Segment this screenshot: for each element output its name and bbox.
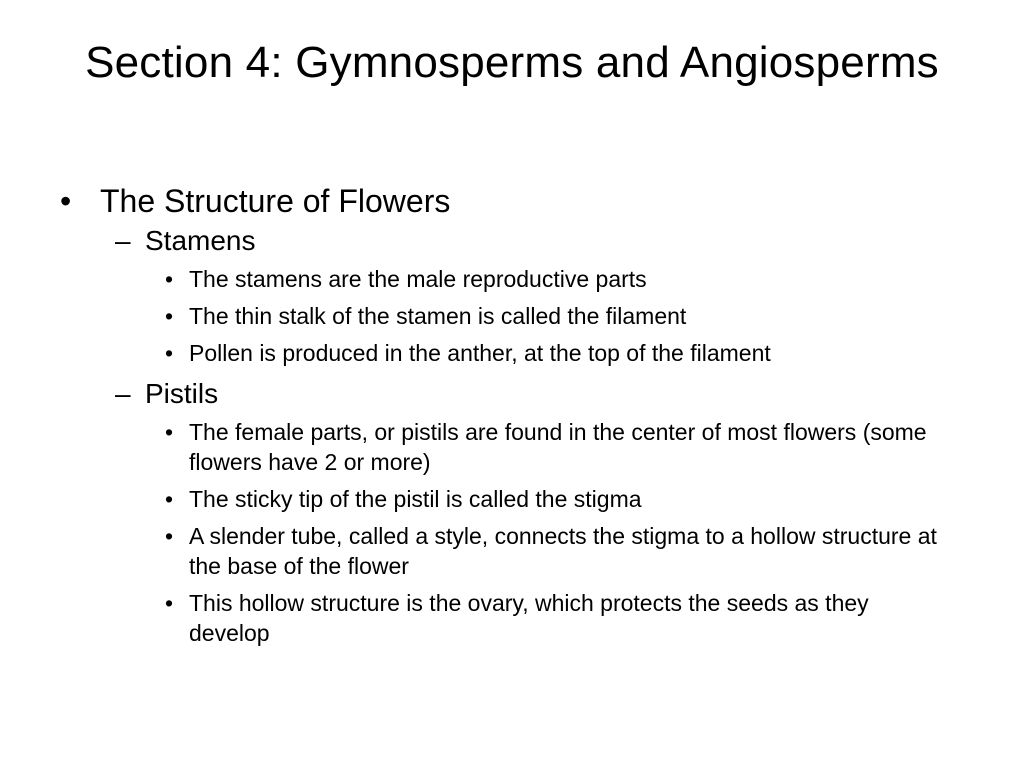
bullet-icon: • [165,523,174,549]
list-item [163,417,960,477]
list-item-text: This hollow structure is the ovary, which protects the seeds as they develop [189,590,869,646]
list-item-text: A slender tube, called a style, connects the stigma to a hollow structure at the base of the flower [189,523,937,579]
bullet-icon: • [165,590,174,616]
bullet-icon: • [60,183,72,219]
dash-icon: – [115,225,131,256]
list-item [163,338,960,368]
bullet-icon: • [165,340,174,366]
list-item [163,301,960,331]
list-item [163,521,960,581]
list-item-text: The stamens are the male reproductive parts [189,266,647,292]
dash-icon: – [115,378,131,409]
list-item [163,588,960,648]
bullet-icon: • [165,486,174,512]
list-item-text: The sticky tip of the pistil is called the stigma [189,486,642,512]
list-item-text: The thin stalk of the stamen is called the filament [189,303,687,329]
list-item [163,264,960,294]
section-heading-pistils [115,375,960,413]
section-heading-stamens [115,222,960,260]
bullet-icon: • [165,266,174,292]
main-bullet [60,180,960,222]
slide-body [60,180,960,655]
slide-title: Section 4: Gymnosperms and Angiosperms [85,38,939,87]
bullet-icon: • [165,303,174,329]
list-item-text: Pollen is produced in the anther, at the top of the filament [189,340,771,366]
main-bullet-text: The Structure of Flowers [100,183,451,219]
section-heading-text: Pistils [145,378,219,409]
section-heading-text: Stamens [145,225,256,256]
bullet-icon: • [165,419,174,445]
list-item [163,484,960,514]
list-item-text: The female parts, or pistils are found in the center of most flowers (some flowers have 2 or more) [189,419,927,475]
